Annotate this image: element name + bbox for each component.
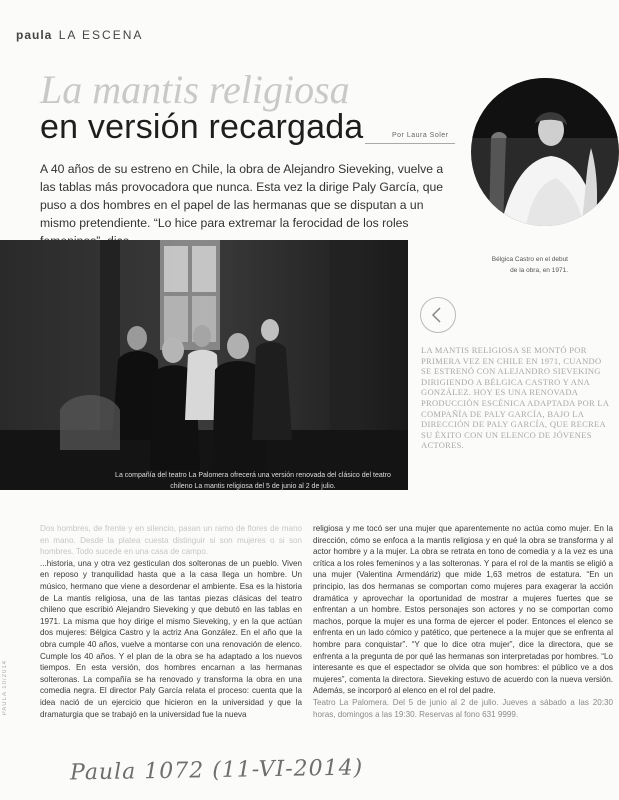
body-left-ghost-text: Dos hombres, de frente y en silencio, pasan un ramo de flores de mano en mano. Desde la platea cuesta distinguir si son mujeres o si son hombres. Todo sucede en una casa de campo.	[40, 524, 302, 557]
section-name: LA ESCENA	[58, 28, 144, 42]
article-title-line1: La mantis religiosa	[40, 67, 350, 112]
article-lead: A 40 años de su estreno en Chile, la obra de Alejandro Sieveking, vuelve a las tablas más provocadora que nunca. Esta vez la dirige Paly García, que puso a dos hombres en el papel de las hermanas que se disputan a un mismo pretendiente. “Lo hice para extremar la ferocidad de los roles	[40, 162, 444, 230]
title-rule	[365, 143, 455, 144]
circle-photo-caption: Bélgica Castro en el debut de la obra, en 1971.	[491, 256, 568, 274]
event-info: Teatro La Palomera. Del 5 de junio al 2 de julio. Jueves a sábado a las 20:30 horas, domingos a las 19:30. Reservas al fono 631 9999.	[313, 697, 613, 719]
sidebar-quote: LA MANTIS RELIGIOSA SE MONTÓ POR PRIMERA VEZ EN CHILE EN 1971, CUANDO SE ESTRENÓ CON ALEJANDRO SIEVEKING DIRIGIENDO A BÉLGICA CASTRO Y ANA GONZÁLEZ. HOY ES UNA RENOVADA PRODUCCIÓN ESCÉNICA ADAPTADA POR LA COMPAÑÍA DE PALY GARCÍA, BAJO LA DIRECCIÓN DE PALY GARCÍA, QUE RECREA SU ÉXITO CON UN ELENCO DE JÓVENES ACTORES.	[421, 345, 609, 451]
chevron-left-icon	[421, 298, 455, 332]
actress-portrait-image	[471, 78, 619, 226]
body-left-text: ...historia, una y otra vez gesticulan dos solteronas de un pueblo. Viven en reposo y tranquilidad hasta que a la casa llega un hombre. Un músico, hermano que viene a desordenar el ambiente. Esa es la historia de La mantis religiosa, una de las tantas piezas clásicas del teatro chileno que escribió Alejandro Sieveking y que debutó en las tablas en 1971. La misma que hoy dirige el mismo Sieveking, y en la que actúan dos mujeres: Bélgica Castro y la actriz Ana González. En el año que la obra cumple 40 años, vuelve a montarse con una renovación de elenco. Cumple los 40 años. Y el plan de la obra se ha adaptado a los nuevos tiempos. En esta versión, dos hombres encarnan a las hermanas solteronas. La compañía se ha renovado y transforma la obra en una comedia negra. El director Paly García relata el proceso: cuenta que la idea nació de un ejercicio que hicieron en la universidad y que la dramaturgia que se trabajó en la universidad fue la nueva	[40, 558, 302, 719]
body-right-text: religiosa y me tocó ser una mujer que aparentemente no actúa como mujer. En la dirección, cómo se enfoca a la mantis religiosa y en qué la obra se transforma y al actor hombre y a la mujer. La obra se retrata en tono de comedia y a la vez es una crítica a los roles femeninos y a las solteronas. Y para el rol de la mantis se eligió a una mujer (Valentina Armendáriz) que mide 1,63 metros de estatura. “En un principio, las dos hermanas se comportan como mujeres para exagerar la acción dramática y aprovechar la oportunidad de mostrar a mujeres fuertes que se enfrentan a un hombre. Estos personajes son actores y no se comportan como machos, porque la mujer es una forma de ejercer el poder. Entonces el elenco se enfrenta en un lado cómico y patético, que pertenece a la mujer que se enfrenta al hombre para conquistar”. “Y que lo dice otra mujer”, dice la directora, que se enfrenta a la pregunta de por qué las hermanas son interpretadas por hombres. “Lo interesante es que el espectador se olvida que son hombres: el público ve a dos mujeres”, comenta la directora. Sieveking estuvo de acuerdo con la nueva versión. Además, se incorporó al elenco en el rol del padre.	[313, 524, 613, 696]
circle-photo	[471, 78, 619, 226]
byline: Por Laura Soler	[392, 132, 449, 139]
margin-text: PAULA 10/2014	[2, 660, 8, 716]
body-column-right	[313, 523, 613, 720]
magazine-header	[16, 28, 143, 42]
main-photo	[0, 240, 408, 490]
handwritten-annotation: Paula 1072 (11-VI-2014)	[69, 755, 364, 786]
magazine-brand: paula	[16, 28, 53, 42]
body-column-left	[40, 523, 302, 720]
cast-group-image	[0, 240, 408, 490]
main-photo-caption: La compañía del teatro La Palomera ofrecerá una versión renovada del clásico del teatro chileno La mantis religiosa del 5 de junio al 2 de julio.	[115, 472, 391, 490]
previous-arrow-button[interactable]	[420, 297, 456, 333]
article-title-line2: en versión recargada	[40, 108, 364, 146]
